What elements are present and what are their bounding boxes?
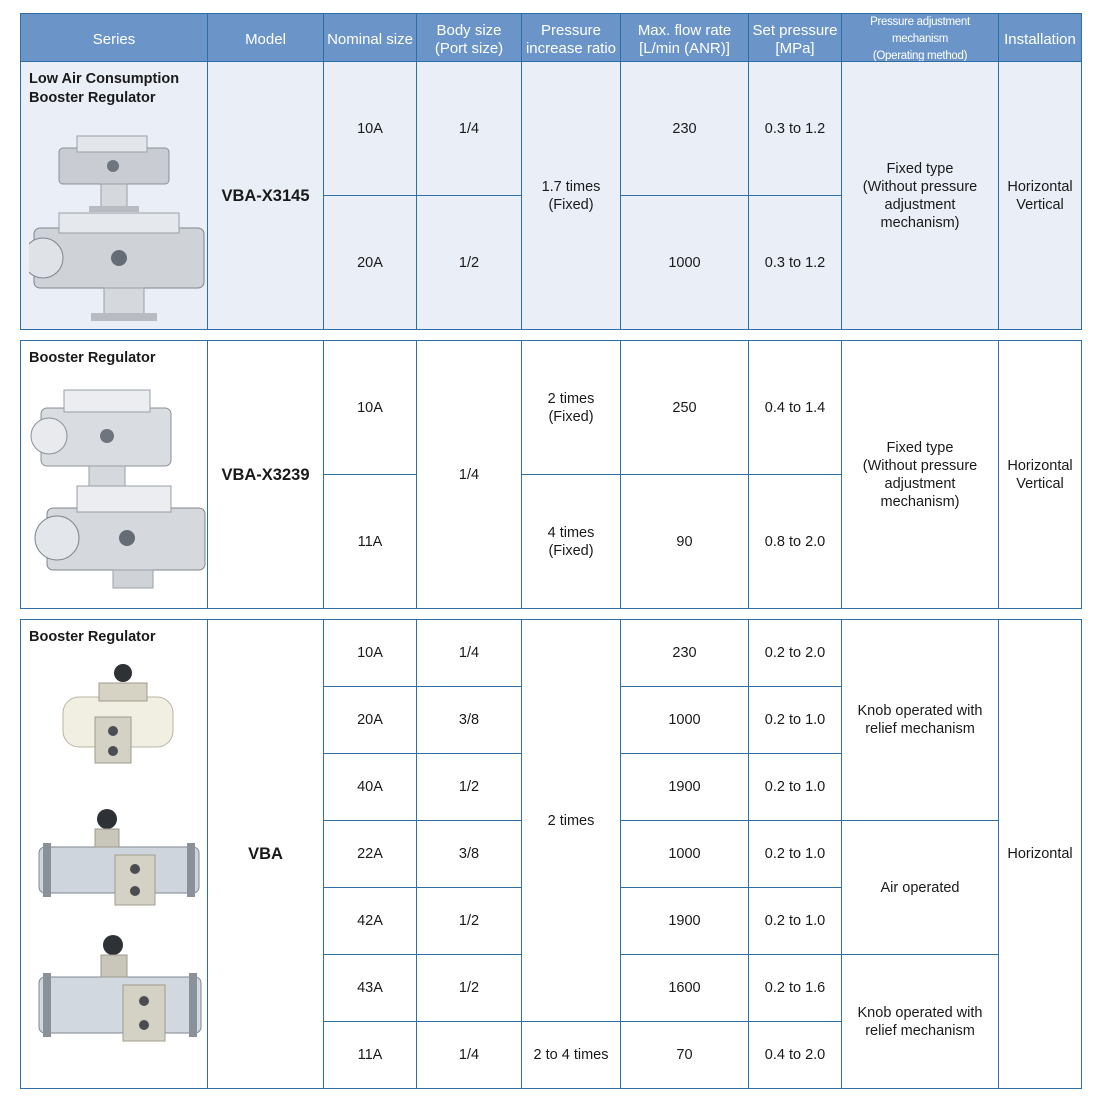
header-installation: Installation [999, 14, 1082, 66]
pressure-ratio-cell: 2 to 4 times [522, 1022, 621, 1089]
header-set-pressure: Set pressure [MPa] [749, 14, 842, 66]
pressure-ratio-cell: 2 times [522, 620, 621, 1022]
header-max-flow-rate: Max. flow rate [L/min (ANR)] [621, 14, 749, 66]
body-size-cell: 1/4 [417, 62, 522, 196]
set-pressure-cell: 0.2 to 2.0 [749, 620, 842, 687]
nominal-size-cell: 20A [324, 196, 417, 330]
body-size-cell: 1/2 [417, 955, 522, 1022]
product-image [29, 108, 209, 328]
group-vba [20, 619, 1082, 1089]
installation-cell: Horizontal Vertical [999, 62, 1082, 330]
flow-rate-cell: 230 [621, 620, 749, 687]
model-cell: VBA [208, 620, 324, 1089]
set-pressure-cell: 0.2 to 1.0 [749, 754, 842, 821]
body-size-cell: 3/8 [417, 687, 522, 754]
header-nominal-size: Nominal size [324, 14, 417, 66]
product-image [29, 647, 209, 1077]
installation-cell: Horizontal [999, 620, 1082, 1089]
header-mechanism: Pressure adjustment mechanism (Operating method) [842, 14, 999, 66]
body-size-cell: 1/2 [417, 888, 522, 955]
series-title: Booster Regulator [29, 629, 156, 645]
nominal-size-cell: 11A [324, 1022, 417, 1089]
model-cell: VBA-X3239 [208, 341, 324, 609]
mechanism-cell: Fixed type (Without pressure adjustment mechanism) [842, 62, 999, 330]
set-pressure-cell: 0.3 to 1.2 [749, 196, 842, 330]
flow-rate-cell: 1900 [621, 888, 749, 955]
series-title: Booster Regulator [29, 350, 156, 366]
nominal-size-cell: 11A [324, 475, 417, 609]
installation-cell: Horizontal Vertical [999, 341, 1082, 609]
product-image [29, 368, 209, 593]
header-body-size: Body size (Port size) [417, 14, 522, 66]
series-cell [21, 62, 208, 330]
set-pressure-cell: 0.2 to 1.0 [749, 821, 842, 888]
nominal-size-cell: 10A [324, 62, 417, 196]
flow-rate-cell: 70 [621, 1022, 749, 1089]
set-pressure-cell: 0.2 to 1.0 [749, 888, 842, 955]
mechanism-cell: Air operated [842, 821, 999, 955]
nominal-size-cell: 10A [324, 341, 417, 475]
flow-rate-cell: 1000 [621, 687, 749, 754]
header-model: Model [208, 14, 324, 66]
pressure-ratio-cell: 4 times (Fixed) [522, 475, 621, 609]
body-size-cell: 1/4 [417, 620, 522, 687]
set-pressure-cell: 0.4 to 2.0 [749, 1022, 842, 1089]
body-size-cell: 1/2 [417, 754, 522, 821]
set-pressure-cell: 0.4 to 1.4 [749, 341, 842, 475]
table-header [20, 13, 1082, 66]
flow-rate-cell: 1900 [621, 754, 749, 821]
nominal-size-cell: 42A [324, 888, 417, 955]
nominal-size-cell: 20A [324, 687, 417, 754]
flow-rate-cell: 1000 [621, 821, 749, 888]
set-pressure-cell: 0.2 to 1.6 [749, 955, 842, 1022]
flow-rate-cell: 1000 [621, 196, 749, 330]
mechanism-cell: Fixed type (Without pressure adjustment mechanism) [842, 341, 999, 609]
pressure-ratio-cell: 2 times (Fixed) [522, 341, 621, 475]
series-title: Low Air Consumption Booster Regulator [29, 71, 180, 106]
flow-rate-cell: 1600 [621, 955, 749, 1022]
flow-rate-cell: 230 [621, 62, 749, 196]
nominal-size-cell: 43A [324, 955, 417, 1022]
set-pressure-cell: 0.2 to 1.0 [749, 687, 842, 754]
header-series: Series [21, 14, 208, 66]
group-vba-x3145 [20, 61, 1082, 330]
model-cell: VBA-X3145 [208, 62, 324, 330]
set-pressure-cell: 0.8 to 2.0 [749, 475, 842, 609]
nominal-size-cell: 22A [324, 821, 417, 888]
group-vba-x3239 [20, 340, 1082, 609]
body-size-cell: 1/4 [417, 341, 522, 609]
header-pressure-ratio: Pressure increase ratio [522, 14, 621, 66]
mechanism-cell: Knob operated with relief mechanism [842, 620, 999, 821]
series-cell [21, 620, 208, 1089]
mechanism-cell: Knob operated with relief mechanism [842, 955, 999, 1089]
body-size-cell: 1/4 [417, 1022, 522, 1089]
body-size-cell: 1/2 [417, 196, 522, 330]
pressure-ratio-cell: 1.7 times (Fixed) [522, 62, 621, 330]
nominal-size-cell: 10A [324, 620, 417, 687]
flow-rate-cell: 90 [621, 475, 749, 609]
nominal-size-cell: 40A [324, 754, 417, 821]
set-pressure-cell: 0.3 to 1.2 [749, 62, 842, 196]
body-size-cell: 3/8 [417, 821, 522, 888]
series-cell [21, 341, 208, 609]
flow-rate-cell: 250 [621, 341, 749, 475]
